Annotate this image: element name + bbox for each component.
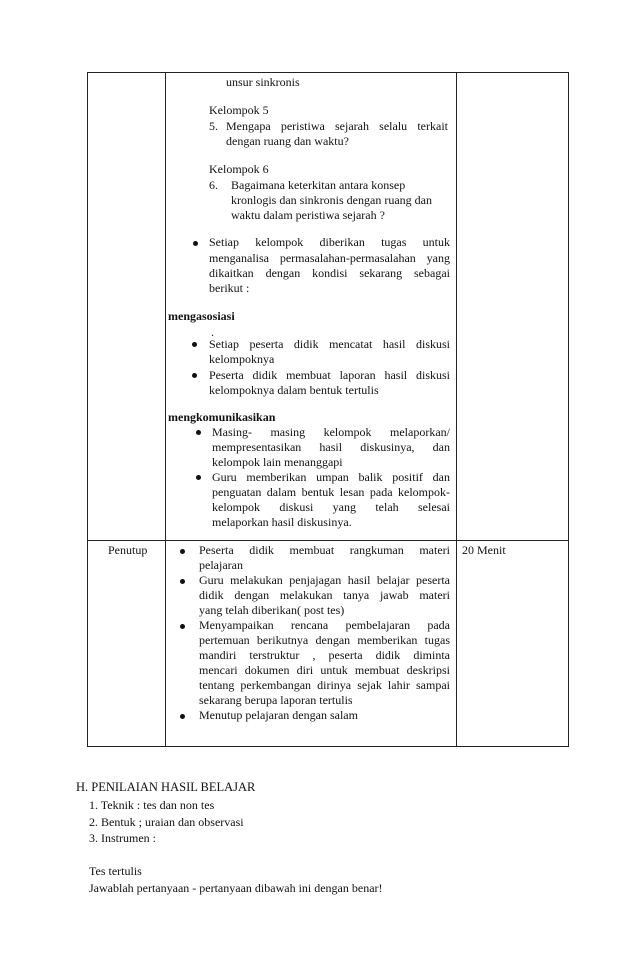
bullet-text: mempresentasikan hasil diskusinya, dan: [212, 440, 450, 454]
task-text: berikut :: [209, 281, 250, 295]
cell-text: .: [211, 325, 214, 339]
bullet-text: pertemuan berikutnya dengan memberikan tugas: [199, 633, 450, 647]
assessment-item: 2. Bentuk ; uraian dan observasi: [89, 815, 244, 829]
bullet-icon: [180, 549, 185, 554]
task-text: menganalisa permasalahan-permasalahan yang: [209, 251, 450, 265]
bullet-text: kelompok lain menanggapi: [212, 455, 343, 469]
bullet-icon: [192, 373, 197, 378]
assessment-item: 1. Teknik : tes dan non tes: [89, 798, 215, 812]
question-text: dengan ruang dan waktu?: [226, 134, 349, 148]
bullet-icon: [192, 342, 197, 347]
question-text: waktu dalam peristiwa sejarah ?: [231, 208, 385, 222]
task-text: Setiap kelompok diberikan tugas untuk: [209, 235, 450, 249]
question-number: 5.: [209, 119, 218, 133]
bullet-text: Guru melakukan penjajagan hasil belajar peserta: [199, 573, 450, 587]
bullet-text: Peserta didik membuat rangkuman materi: [199, 543, 450, 557]
question-text: Mengapa peristiwa sejarah selalu terkait: [226, 119, 448, 133]
instruction-text: Jawablah pertanyaan - pertanyaan dibawah ini dengan benar!: [89, 881, 383, 895]
question-number: 6.: [209, 178, 218, 192]
bullet-text: didik dengan melakukan tanya jawab materi: [199, 588, 450, 602]
bullet-text: kelompoknya dalam bentuk tertulis: [209, 383, 379, 397]
bullet-icon: [193, 241, 198, 246]
bullet-icon: [196, 475, 201, 480]
question-text: kronlogis dan sinkronis dengan ruang dan: [231, 193, 432, 207]
bullet-text: Masing- masing kelompok melaporkan/: [212, 425, 450, 439]
task-text: dikaitkan dengan kondisi sekarang sebagai: [209, 266, 450, 280]
bullet-icon: [196, 430, 201, 435]
group-6-title: Kelompok 6: [209, 162, 269, 176]
bullet-icon: [180, 579, 185, 584]
bullet-text: Menutup pelajaran dengan salam: [199, 708, 358, 722]
bullet-text: Setiap peserta didik mencatat hasil diskusi: [209, 337, 450, 351]
bullet-text: Menyampaikan rencana pembelajaran pada: [199, 618, 450, 632]
bullet-text: Guru memberikan umpan balik positif dan: [212, 470, 450, 484]
bullet-text: Peserta didik membuat laporan hasil diskusi: [209, 368, 450, 382]
bullet-text: mandiri terstruktur , peserta didik diminta: [199, 648, 450, 662]
group-5-title: Kelompok 5: [209, 103, 269, 117]
bullet-icon: [180, 714, 185, 719]
bullet-text: melaporkan hasil diskusinya.: [212, 515, 352, 529]
section-heading-mengkomunikasikan: mengkomunikasikan: [168, 410, 276, 424]
time-allocation: 20 Menit: [462, 543, 506, 557]
bullet-text: mencari dokumen diri untuk membuat deskripsi: [199, 663, 450, 677]
bullet-text: tentang perkembangan dirinya sejak lahir sampai: [199, 678, 450, 692]
row-divider: [88, 540, 568, 541]
bullet-text: sekarang berupa laporan tertulis: [199, 693, 353, 707]
bullet-text: penguatan dalam bentuk lesan pada kelompok-: [212, 485, 450, 499]
assessment-item: 3. Instrumen :: [89, 831, 156, 845]
question-text: Bagaimana keterkitan antara konsep: [231, 178, 406, 192]
cell-text: unsur sinkronis: [226, 75, 300, 89]
row-label-penutup: Penutup: [108, 543, 148, 557]
column-divider: [456, 73, 457, 746]
bullet-text: kelompoknya: [209, 352, 275, 366]
bullet-icon: [180, 624, 185, 629]
bullet-text: pelajaran: [199, 558, 243, 572]
bullet-text: kelompok diskusi yang telah selesai: [212, 500, 450, 514]
lesson-table: [87, 72, 569, 747]
column-divider: [165, 73, 166, 746]
section-heading-mengasosiasi: mengasosiasi: [168, 309, 235, 323]
test-type: Tes tertulis: [89, 864, 142, 878]
bullet-text: yang telah diberikan( post tes): [199, 603, 345, 617]
section-title: H. PENILAIAN HASIL BELAJAR: [76, 780, 256, 794]
